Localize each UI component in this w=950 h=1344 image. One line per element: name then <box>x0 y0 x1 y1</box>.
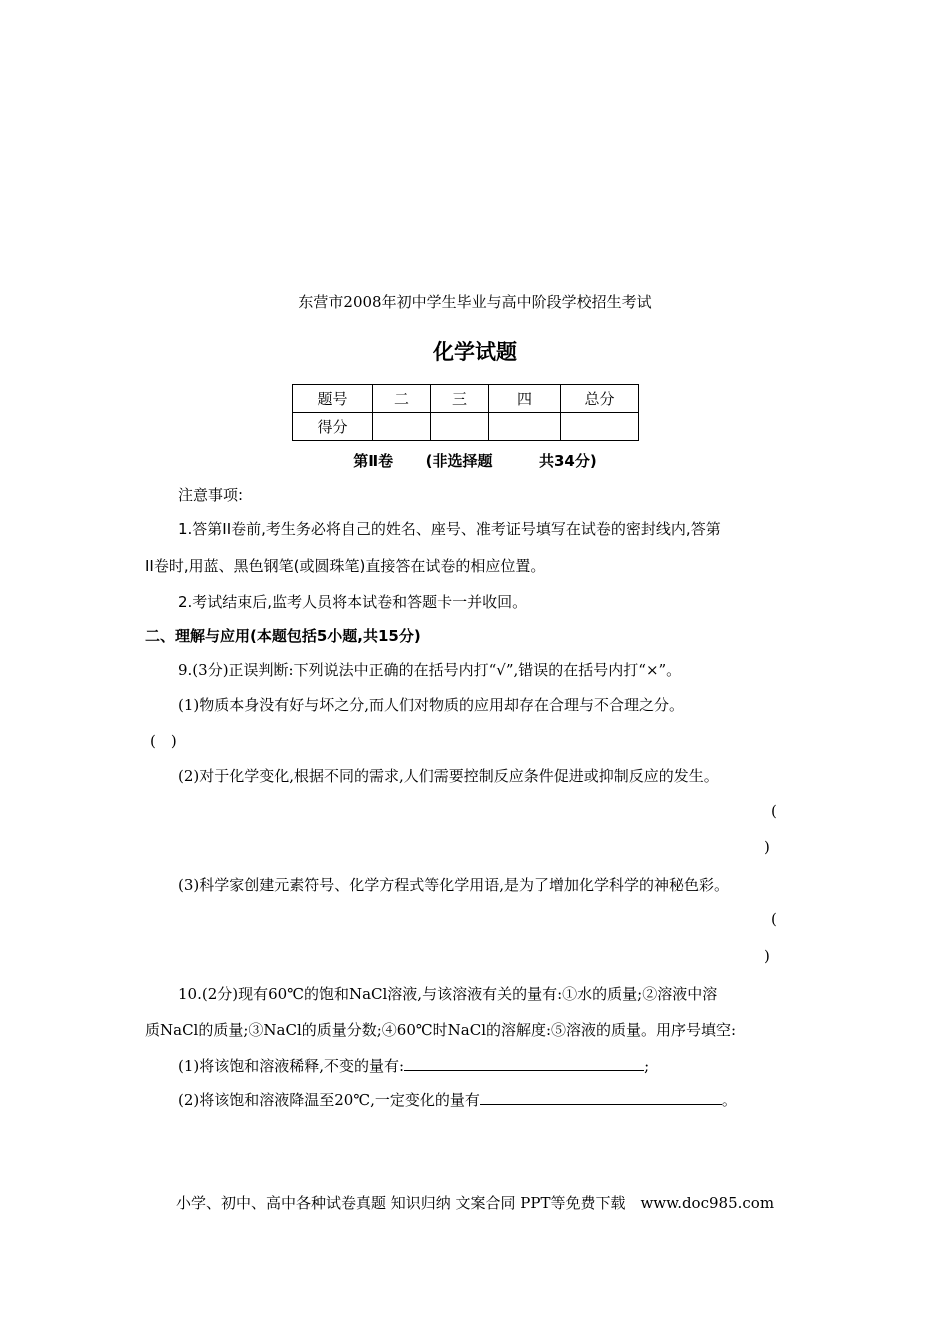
section-total: 共34分) <box>538 452 597 470</box>
score-input-2[interactable] <box>373 413 431 441</box>
q10-part2-end: 。 <box>721 1091 737 1109</box>
score-cell-label: 题号 <box>293 385 373 413</box>
q9-s2-bracket-close[interactable]: ) <box>764 838 770 856</box>
q9-s1: (1)物质本身没有好与坏之分,而人们对物质的应用却存在合理与不合理之分。 <box>178 696 685 714</box>
q9-s3-bracket-open[interactable]: ( <box>771 910 777 928</box>
section-type: (非选择题 <box>425 452 493 470</box>
notes-heading: 注意事项: <box>178 486 244 504</box>
q9-s2: (2)对于化学变化,根据不同的需求,人们需要控制反应条件促进或抑制反应的发生。 <box>178 767 719 785</box>
score-table-score-row <box>293 413 639 441</box>
q10-part1-answer-blank[interactable] <box>404 1056 644 1071</box>
q9-s3-bracket-close[interactable]: ) <box>764 947 770 965</box>
section-part: 第Ⅱ卷 <box>353 452 394 470</box>
q10-part1-end: ; <box>644 1057 650 1075</box>
score-input-total[interactable] <box>561 413 639 441</box>
exam-subtitle: 东营市2008年初中学生毕业与高中阶段学校招生考试 <box>298 293 652 311</box>
score-cell-2: 二 <box>373 385 431 413</box>
notes-item1-line2: II卷时,用蓝、黑色钢笔(或圆珠笔)直接答在试卷的相应位置。 <box>145 557 546 575</box>
score-cell-label: 得分 <box>293 413 373 441</box>
score-input-4[interactable] <box>489 413 561 441</box>
score-cell-3: 三 <box>431 385 489 413</box>
exam-title: 化学试题 <box>433 340 517 364</box>
q9-s3: (3)科学家创建元素符号、化学方程式等化学用语,是为了增加化学科学的神秘色彩。 <box>178 876 730 894</box>
q9-s1-answer-bracket[interactable]: ( ) <box>150 732 177 750</box>
q9-stem: 9.(3分)正误判断:下列说法中正确的在括号内打“√”,错误的在括号内打“×”。 <box>178 661 682 679</box>
q10-part2 <box>178 1089 737 1110</box>
notes-item1-line1: 1.答第II卷前,考生务必将自己的姓名、座号、准考证号填写在试卷的密封线内,答第 <box>178 520 721 538</box>
section-label <box>0 450 950 471</box>
score-cell-4: 四 <box>489 385 561 413</box>
score-input-3[interactable] <box>431 413 489 441</box>
score-table <box>292 384 639 441</box>
q10-line2: 质NaCl的质量;③NaCl的质量分数;④60℃时NaCl的溶解度:⑤溶液的质量。用序号填空: <box>145 1021 737 1039</box>
q10-part1 <box>178 1055 649 1076</box>
part2-heading: 二、理解与应用(本题包括5小题,共15分) <box>145 627 421 645</box>
score-table-header-row <box>293 385 639 413</box>
q10-part1-text: (1)将该饱和溶液稀释,不变的量有: <box>178 1057 405 1075</box>
score-cell-total: 总分 <box>561 385 639 413</box>
q10-part2-text: (2)将该饱和溶液降温至20℃,一定变化的量有 <box>178 1091 480 1109</box>
q10-line1: 10.(2分)现有60℃的饱和NaCl溶液,与该溶液有关的量有:①水的质量;②溶液中溶 <box>178 985 718 1003</box>
notes-item2: 2.考试结束后,监考人员将本试卷和答题卡一并收回。 <box>178 593 528 611</box>
q10-part2-answer-blank[interactable] <box>480 1090 722 1105</box>
q9-s2-bracket-open[interactable]: ( <box>771 802 777 820</box>
footer-text: 小学、初中、高中各种试卷真题 知识归纳 文案合同 PPT等免费下载 www.doc985.com <box>175 1194 775 1212</box>
